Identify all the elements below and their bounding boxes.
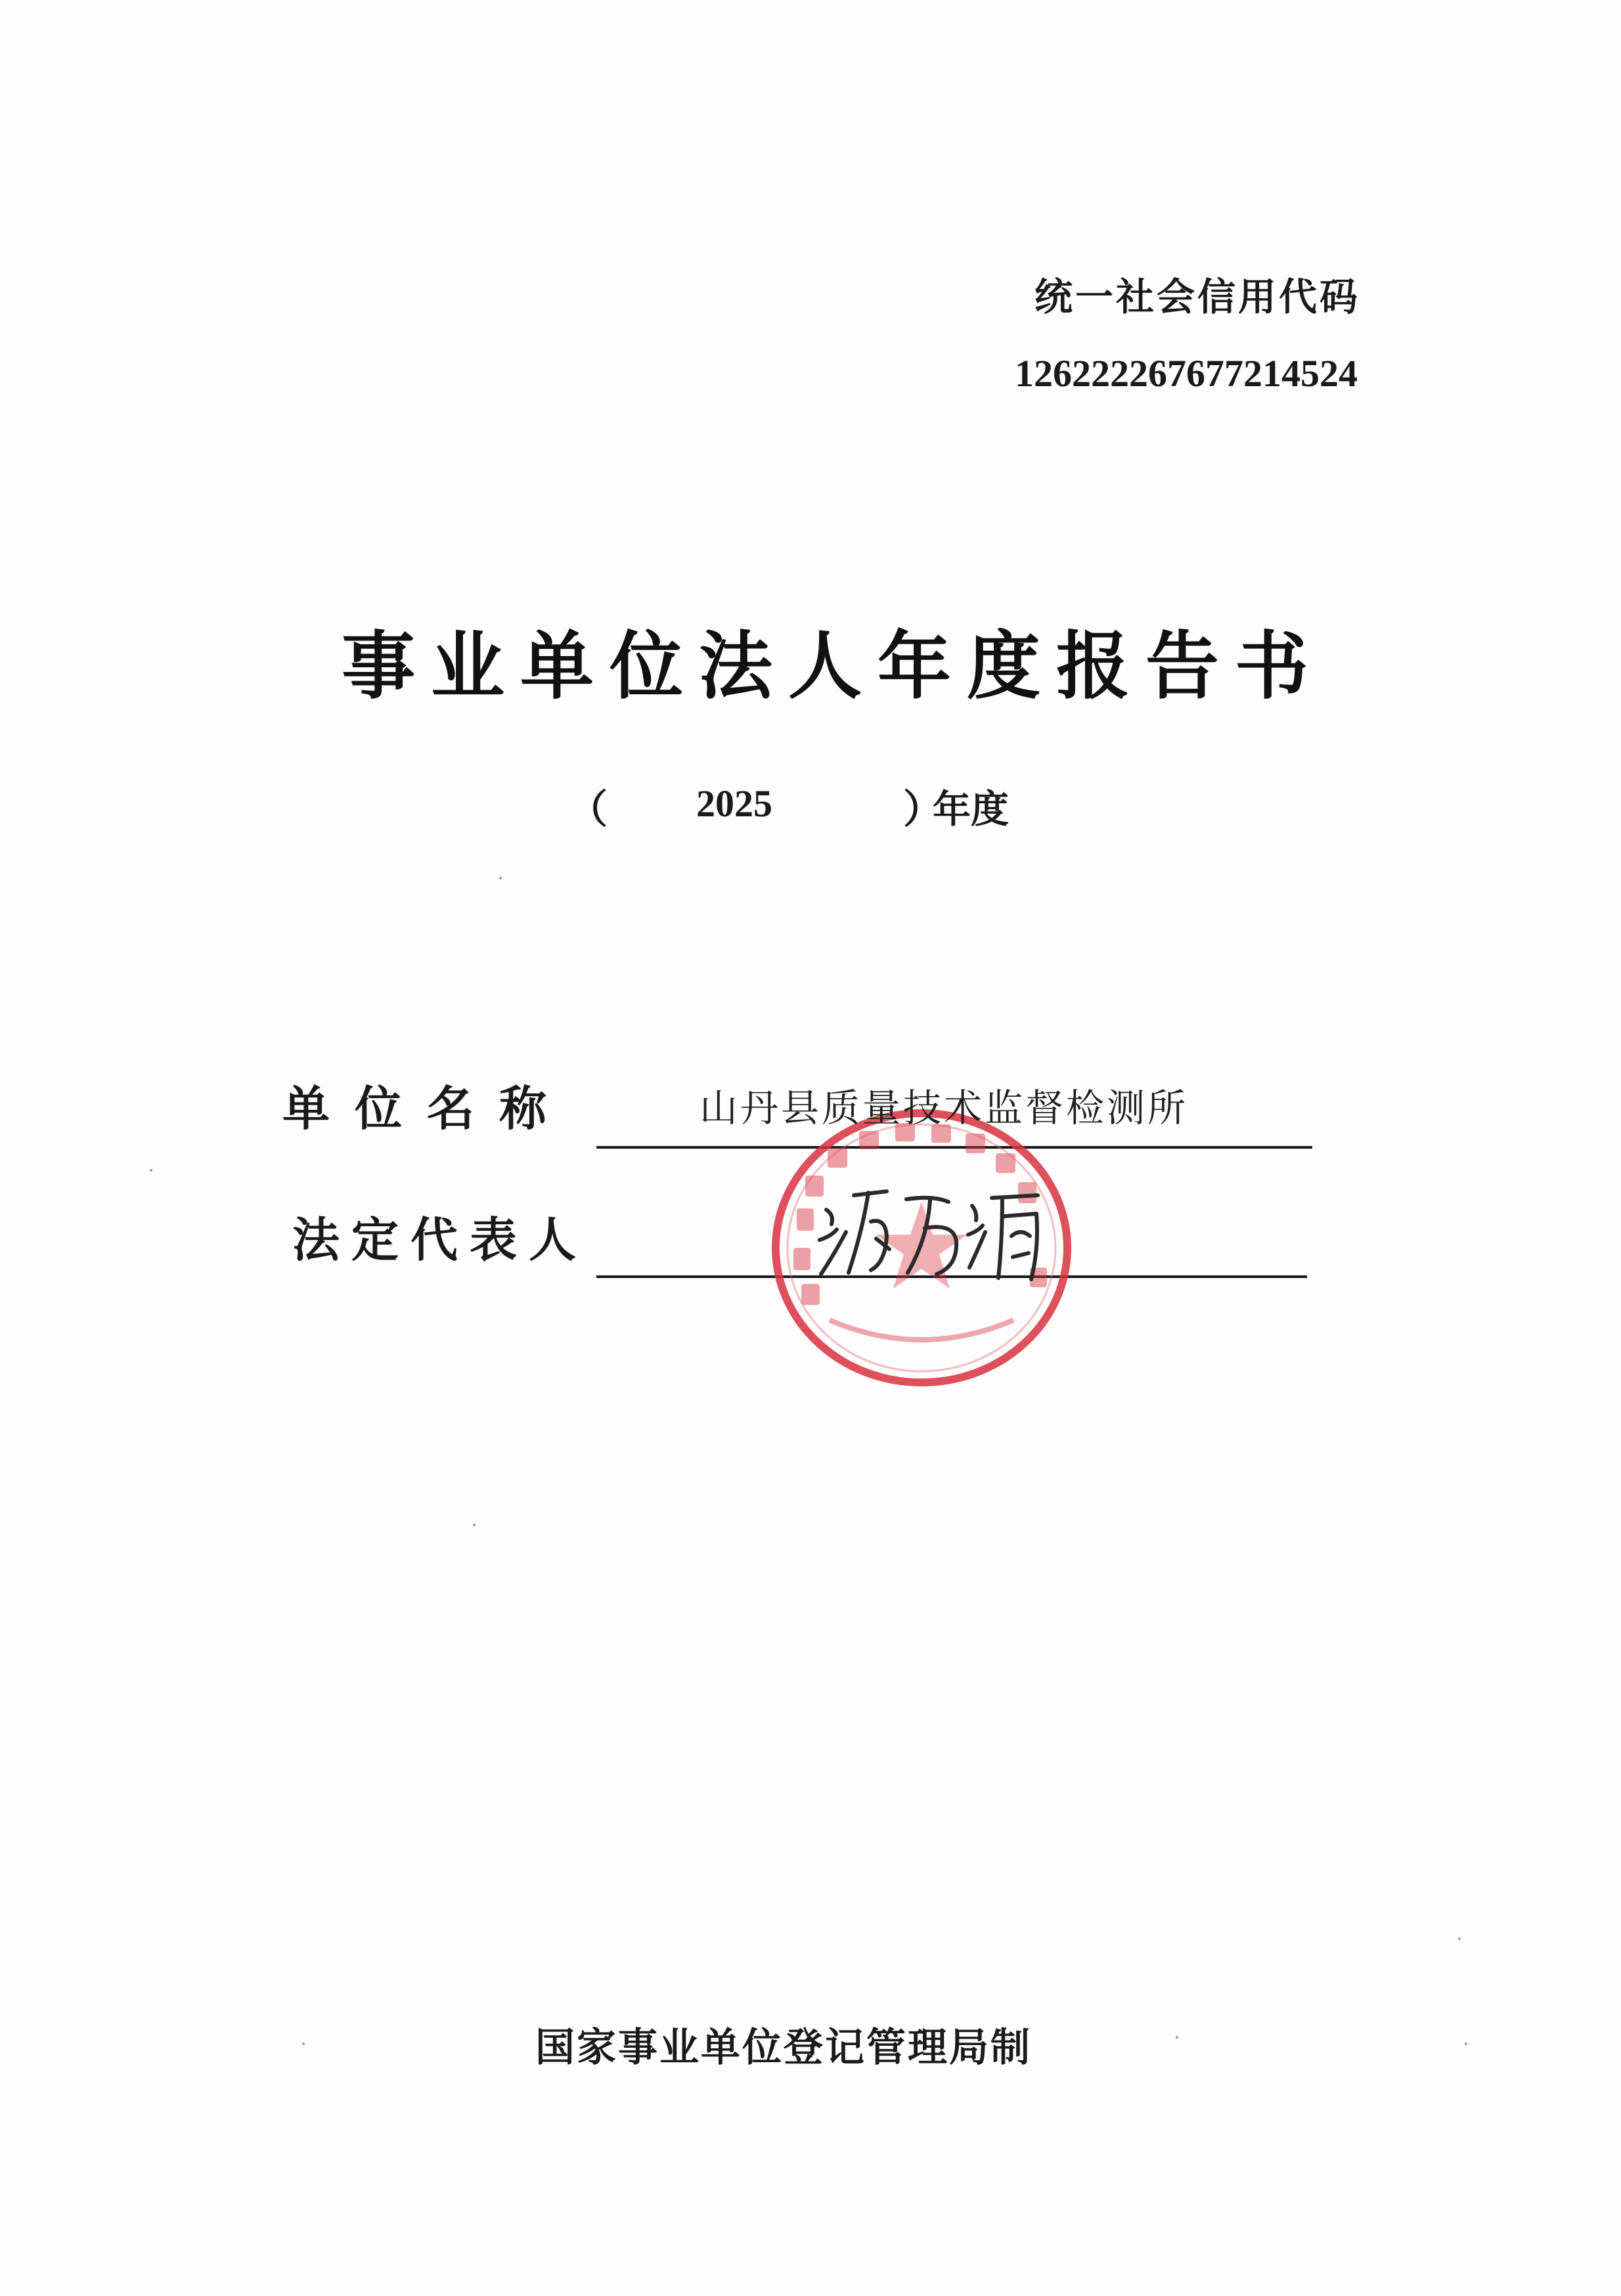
credit-code-label: 统一社会信用代码 — [1034, 275, 1361, 319]
year-open-paren: （ — [568, 787, 608, 833]
year-close-paren: ） — [903, 787, 943, 833]
credit-code-value: 126222267677214524 — [1015, 352, 1358, 395]
report-year: 2025 — [696, 782, 772, 825]
scan-speck — [473, 1524, 476, 1526]
legal-rep-label: 法定代表人 — [292, 1212, 588, 1268]
year-suffix: 年度 — [933, 787, 1010, 831]
scan-speck — [150, 1169, 152, 1172]
document-title: 事业单位法人年度报告书 — [342, 624, 1324, 709]
scan-speck — [499, 877, 502, 879]
issuer-footer: 国家事业单位登记管理局制 — [535, 2025, 1032, 2071]
legal-rep-signature — [808, 1176, 1051, 1287]
scan-speck — [1465, 2042, 1467, 2045]
scan-speck — [1458, 1937, 1461, 1940]
scan-speck — [302, 2042, 305, 2045]
unit-name-value: 山丹县质量技术监督检测所 — [699, 1086, 1189, 1130]
scan-speck — [1176, 2036, 1178, 2039]
unit-name-label: 单位名称 — [282, 1081, 572, 1136]
